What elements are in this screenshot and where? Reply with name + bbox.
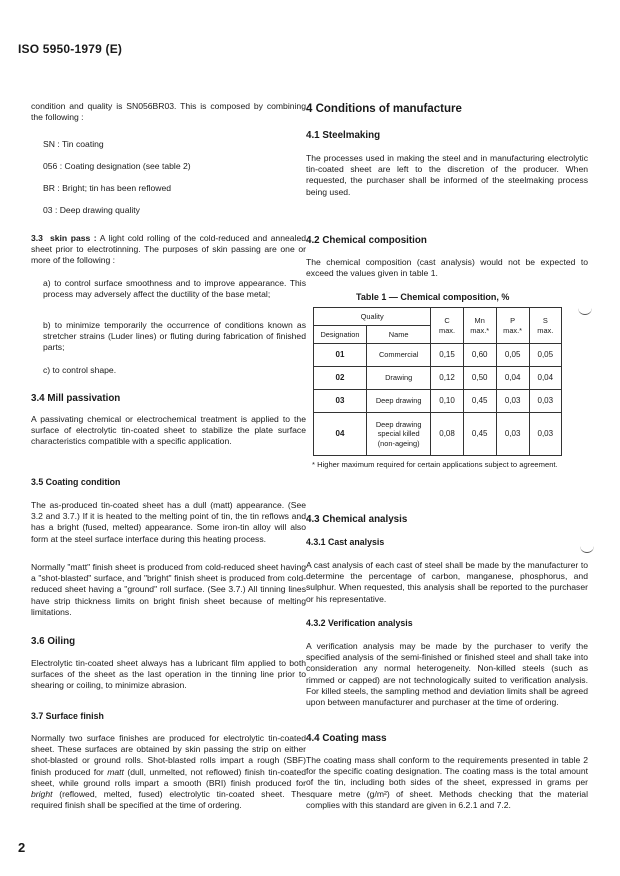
section-4-4-text: The coating mass shall conform to the requirements presented in table 2 for the specific coating designation. The coating mass is the total amount of the tin, including both sides of the sheet, expressed in grams per square metre (g/m²) of sheet. Methods checking that the material complies with this standard are given in 6.2.1 and 7.2. (306, 755, 588, 810)
section-3-5-text-1: The as-produced tin-coated sheet has a dull (matt) appearance. (See 3.2 and 3.7.) If it is heated to the melting point of tin, the tin reflows and has a bright (fused, melted) appearance. Some iron-tin alloy will also form at the steel surface interface during this heating process. (31, 500, 306, 544)
section-4-heading: 4 Conditions of manufacture (306, 103, 462, 115)
section-3-3-item-c: c) to control shape. (43, 365, 117, 375)
table-row (314, 367, 562, 390)
section-3-4-text: A passivating chemical or electrochemical treatment is applied to the surface of electrolytic tin-coated sheet to stabilize the plate surface characteristics compatible with a specific application. (31, 414, 306, 447)
intro-paragraph: condition and quality is SN056BR03. This is composed by combining the following : (31, 101, 306, 123)
p-cell: 0,04 (496, 367, 529, 390)
section-4-3-1-text: A cast analysis of each cast of steel shall be made by the manufacturer to determine the percentage of carbon, manganese, phosphorus, and sulphur. When requested, this analysis shall be reported to the purchaser or his representative. (306, 560, 588, 604)
section-3-3-item-a: a) to control surface smoothness and to improve appearance. This process may adversely affect the ductility of the base metal; (43, 278, 306, 300)
section-3-3-number: 3.3 (31, 233, 43, 243)
section-4-1-heading: 4.1 Steelmaking (306, 130, 381, 141)
table-row (314, 413, 562, 456)
table-footnote: * Higher maximum required for certain applications subject to agreement. (312, 460, 558, 469)
code-br: BR : Bright; tin has been reflowed (43, 183, 172, 193)
section-4-2-text: The chemical composition (cast analysis) would not be expected to exceed the values given in table 1. (306, 257, 588, 279)
section-4-1-text: The processes used in making the steel and in manufacturing electrolytic tin-coated sheet are left to the discretion of the producer. When requested, the purchaser shall be informed of the steelmaking process being used. (306, 153, 588, 197)
s-cell: 0,03 (529, 390, 561, 413)
code-056: 056 : Coating designation (see table 2) (43, 161, 191, 171)
mn-cell: 0,45 (463, 390, 496, 413)
name-cell: Drawing (366, 367, 430, 390)
column-header-s: S max. (529, 308, 561, 344)
section-4-4-heading: 4.4 Coating mass (306, 733, 387, 744)
s-cell: 0,04 (529, 367, 561, 390)
name-cell: Commercial (366, 344, 430, 367)
designation-cell: 02 (314, 367, 367, 390)
name-header: Name (366, 326, 430, 344)
c-cell: 0,10 (431, 390, 463, 413)
c-cell: 0,15 (431, 344, 463, 367)
section-3-3-title: skin pass : (49, 233, 97, 243)
section-4-2-heading: 4.2 Chemical composition (306, 235, 427, 246)
table-1-caption: Table 1 — Chemical composition, % (356, 292, 510, 302)
mn-cell: 0,60 (463, 344, 496, 367)
section-3-3: 3.3 skin pass : A light cold rolling of the cold-reduced and annealed sheet prior to electrotinning. The purposes of skin passing are one or more of the following : (31, 233, 306, 266)
margin-mark (578, 308, 592, 315)
mn-cell: 0,50 (463, 367, 496, 390)
section-4-3-1-heading: 4.3.1 Cast analysis (306, 537, 385, 547)
column-header-mn: Mn max.* (463, 308, 496, 344)
section-3-6-text: Electrolytic tin-coated sheet always has a lubricant film applied to both surfaces of the sheet as the last operation in the tinning line prior to shearing or coiling, to minimize abrasion. (31, 658, 306, 691)
designation-cell: 04 (314, 413, 367, 456)
section-3-6-heading: 3.6 Oiling (31, 636, 76, 647)
designation-header: Designation (314, 326, 367, 344)
section-3-7-text: Normally two surface finishes are produced for electrolytic tin-coated sheet. These surfaces are obtained by skin passing the strip on either shot-blasted or ground rolls. Shot-blasted rolls impart a rough (SBF) finish produced for matt (dull, unmelted, not reflowed) finish tin-coated sheet, while ground rolls impart a smooth (BRI) finish produced for bright (reflowed, melted, fused) electrolytic tin-coated sheet. The required finish shall be specified at the time of ordering. (31, 733, 306, 811)
section-3-4-heading: 3.4 Mill passivation (31, 393, 121, 404)
section-3-3-item-b: b) to minimize temporarily the occurrence of conditions known as stretcher strains (Luder lines) or fluting during fabrication of finished parts; (43, 320, 306, 353)
standard-id-header: ISO 5950-1979 (E) (18, 42, 123, 56)
section-3-5-text-2: Normally "matt" finish sheet is produced from cold-reduced sheet having a "shot-blasted" surface, and "bright" finish sheet is produced from cold-reduced sheet having a "ground" roll surface. (See 3.7.) All tinning lines have strip thickness limits on bright finish sheet because of melting limitations. (31, 562, 306, 617)
code-03: 03 : Deep drawing quality (43, 205, 140, 215)
margin-mark (580, 546, 594, 553)
mn-cell: 0,45 (463, 413, 496, 456)
code-sn: SN : Tin coating (43, 139, 104, 149)
table-row (314, 390, 562, 413)
page-number: 2 (18, 840, 26, 855)
s-cell: 0,03 (529, 413, 561, 456)
column-header-p: P max.* (496, 308, 529, 344)
designation-cell: 03 (314, 390, 367, 413)
chemical-composition-table (313, 307, 562, 456)
designation-cell: 01 (314, 344, 367, 367)
name-cell: Deep drawing (366, 390, 430, 413)
section-4-3-heading: 4.3 Chemical analysis (306, 514, 408, 525)
name-cell: Deep drawing special killed (non-ageing) (366, 413, 430, 456)
c-cell: 0,08 (431, 413, 463, 456)
c-cell: 0,12 (431, 367, 463, 390)
p-cell: 0,03 (496, 413, 529, 456)
quality-header: Quality (314, 308, 431, 326)
table-row (314, 344, 562, 367)
p-cell: 0,03 (496, 390, 529, 413)
s-cell: 0,05 (529, 344, 561, 367)
section-3-7-heading: 3.7 Surface finish (31, 711, 104, 721)
column-header-c: C max. (431, 308, 463, 344)
section-4-3-2-text: A verification analysis may be made by the purchaser to verify the specified analysis of the semi-finished or finished steel and shall take into consideration any normal heterogeneity. Non-killed steels (such as rimmed or capped) are not technologically suited to verification analysis. For killed steels, the sampling method and deviation limits shall be agreed upon between manufacturer and purchaser at the time of ordering. (306, 641, 588, 708)
section-3-5-heading: 3.5 Coating condition (31, 477, 121, 487)
section-4-3-2-heading: 4.3.2 Verification analysis (306, 618, 413, 628)
p-cell: 0,05 (496, 344, 529, 367)
